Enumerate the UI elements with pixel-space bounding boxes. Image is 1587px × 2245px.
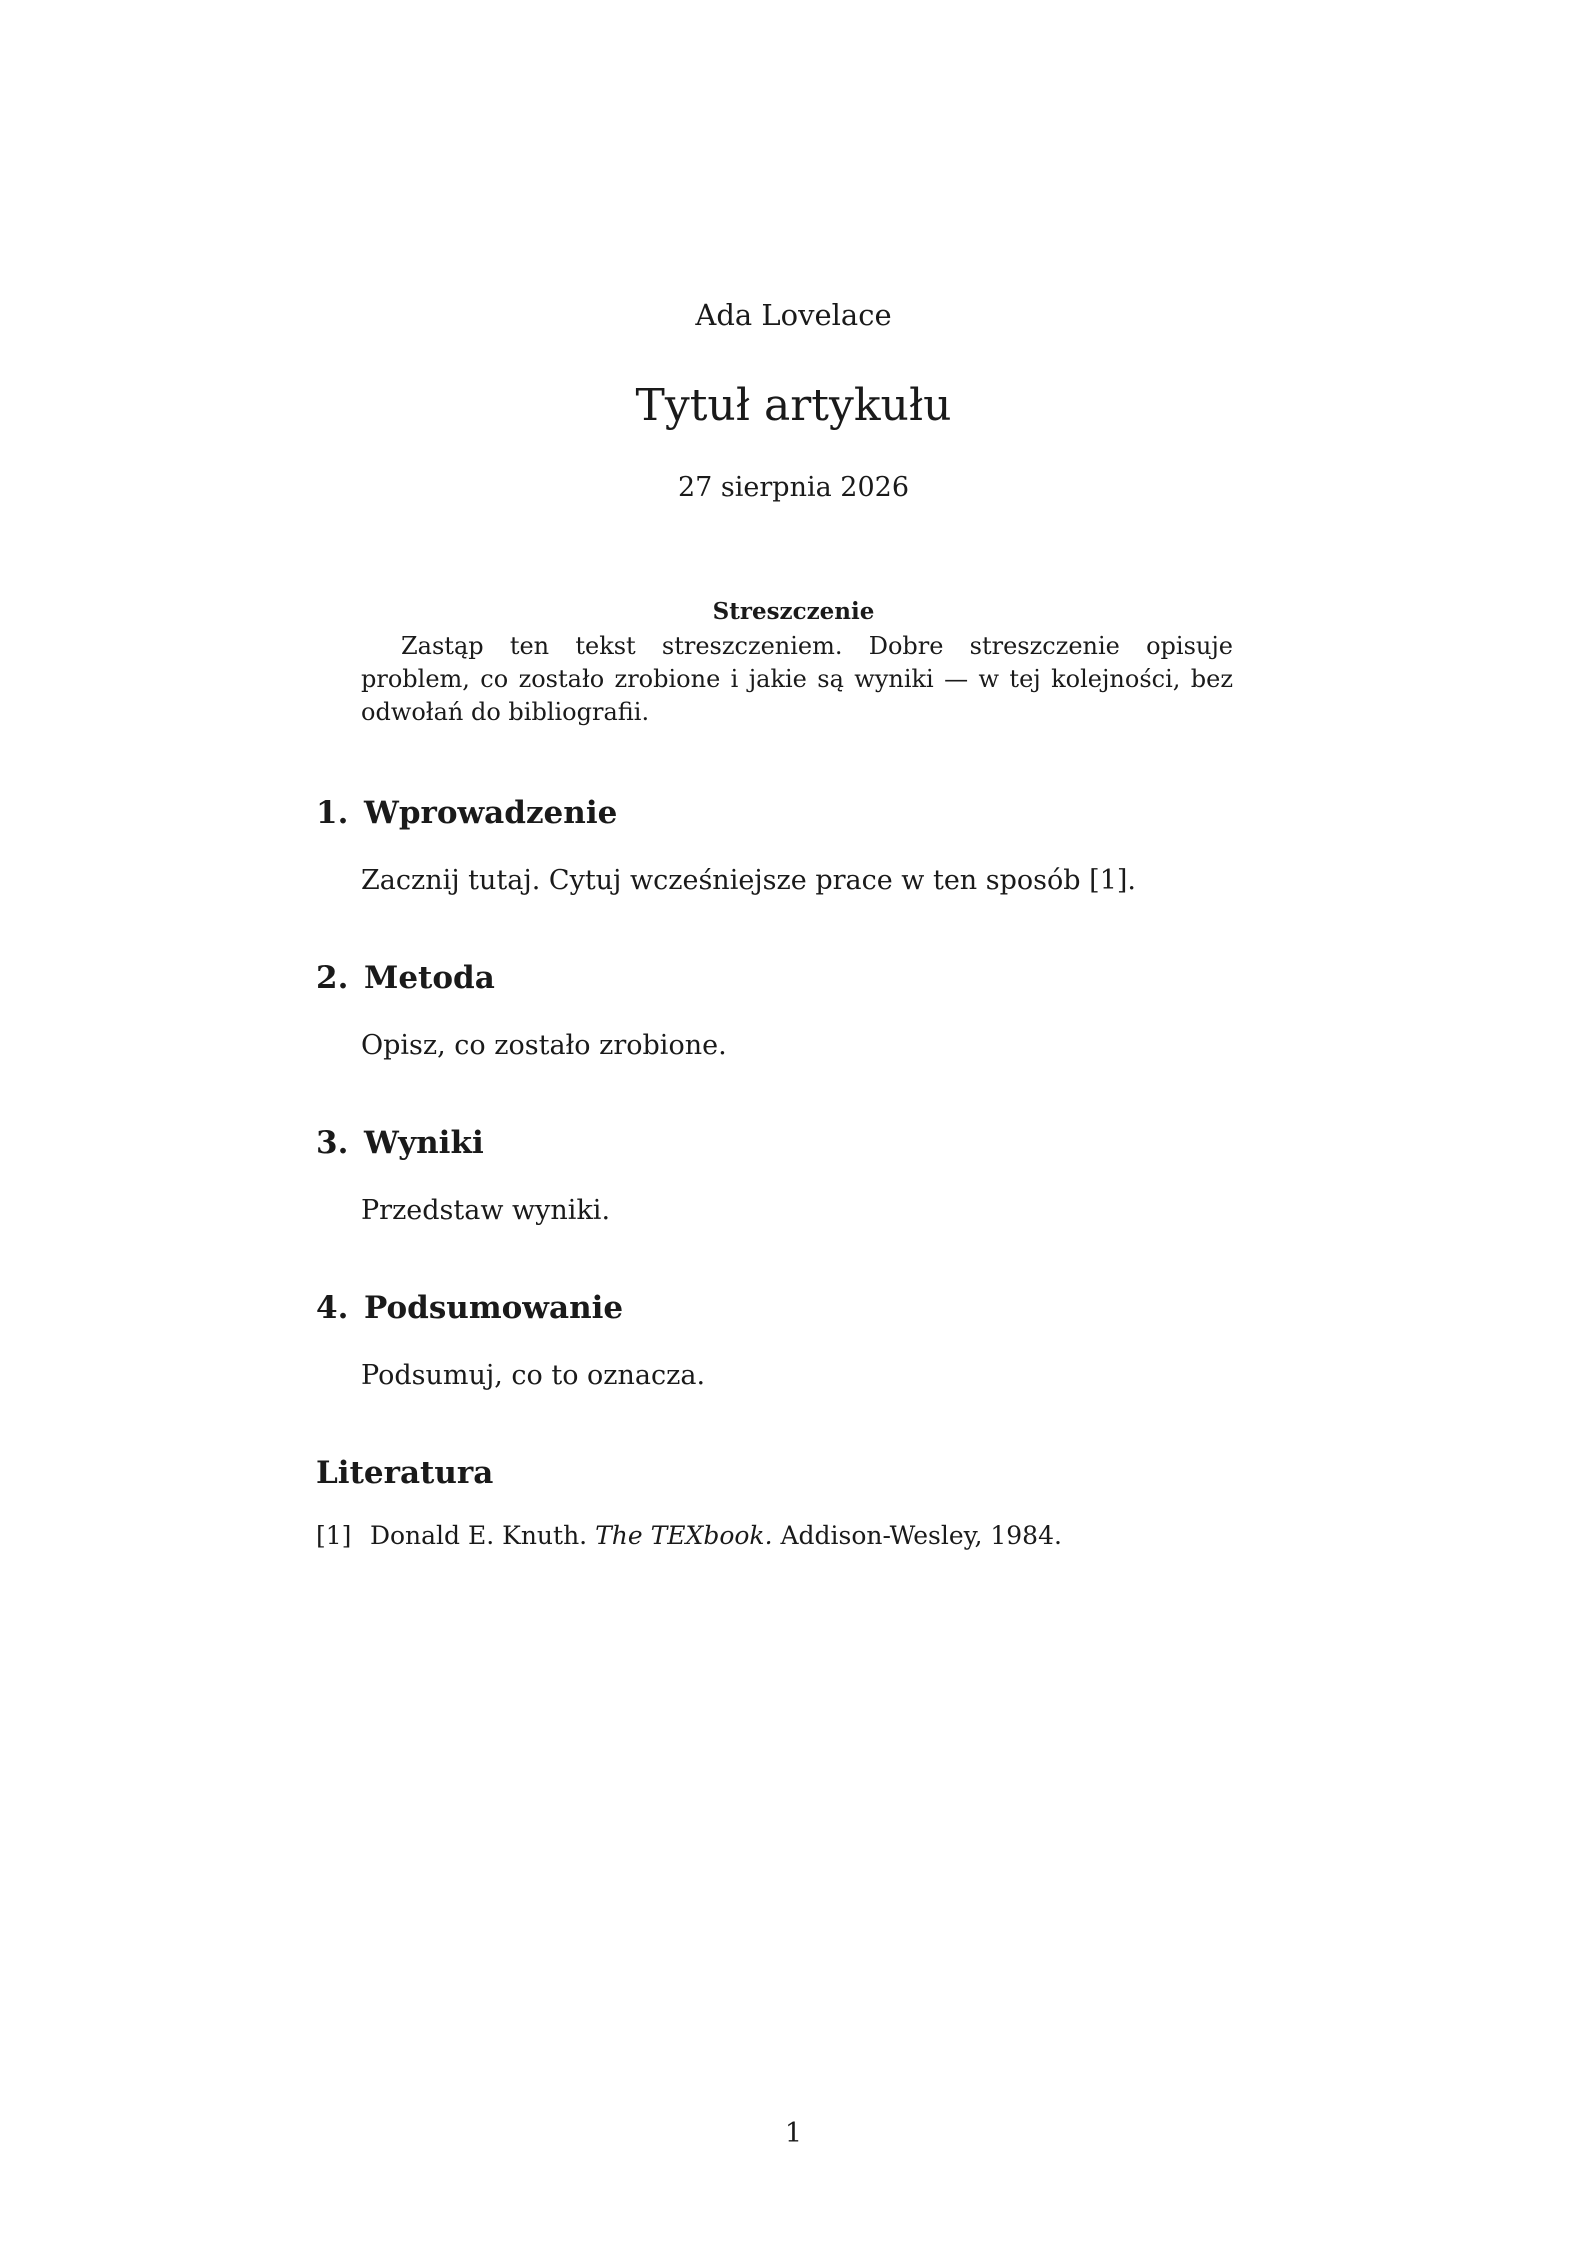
section-body: Podsumuj, co to oznacza. [361,1360,706,1391]
section-title: Metoda [364,960,495,996]
section-introduction [316,795,1276,896]
section-method [316,960,1276,1061]
reference-author: Donald E. Knuth. [369,1521,588,1550]
section-summary [316,1290,1276,1391]
paper-date: 27 sierpnia 2026 [677,472,910,503]
section-number: 2. [316,960,349,996]
references-heading: Literatura [316,1455,494,1491]
section-number: 4. [316,1290,349,1326]
paper-title: Tytuł artykułu [635,380,952,431]
reference-title: The TEXbook. [595,1521,773,1550]
section-results [316,1125,1276,1226]
section-heading [316,960,1276,996]
section-body: Zacznij tutaj. Cytuj wcześniejsze prace w ten sposób [1]. [361,865,1136,896]
section-number: 3. [316,1125,349,1161]
section-heading [316,1125,1276,1161]
section-body: Opisz, co zostało zrobione. [361,1030,727,1061]
section-body: Przedstaw wyniki. [361,1195,611,1226]
abstract-text: Zastąp ten tekst streszczeniem. Dobre streszczenie opisuje problem, co zostało zrobione i jakie są wyniki — w tej kolejności, bez odwołań do bibliografii. [361,632,1233,726]
abstract-heading: Streszczenie [712,598,875,625]
reference-publisher: Addison-Wesley, 1984. [780,1521,1062,1550]
section-heading [316,795,1276,831]
section-title: Podsumowanie [364,1290,624,1326]
section-number: 1. [316,795,349,831]
reference-label: [1] [316,1521,352,1550]
page-number: 1 [784,2118,803,2149]
reference-item [316,1521,1276,1550]
section-heading [316,1290,1276,1326]
section-title: Wprowadzenie [364,795,618,831]
section-title: Wyniki [364,1125,484,1161]
references-section [316,1455,1276,1550]
author-name: Ada Lovelace [695,298,892,332]
